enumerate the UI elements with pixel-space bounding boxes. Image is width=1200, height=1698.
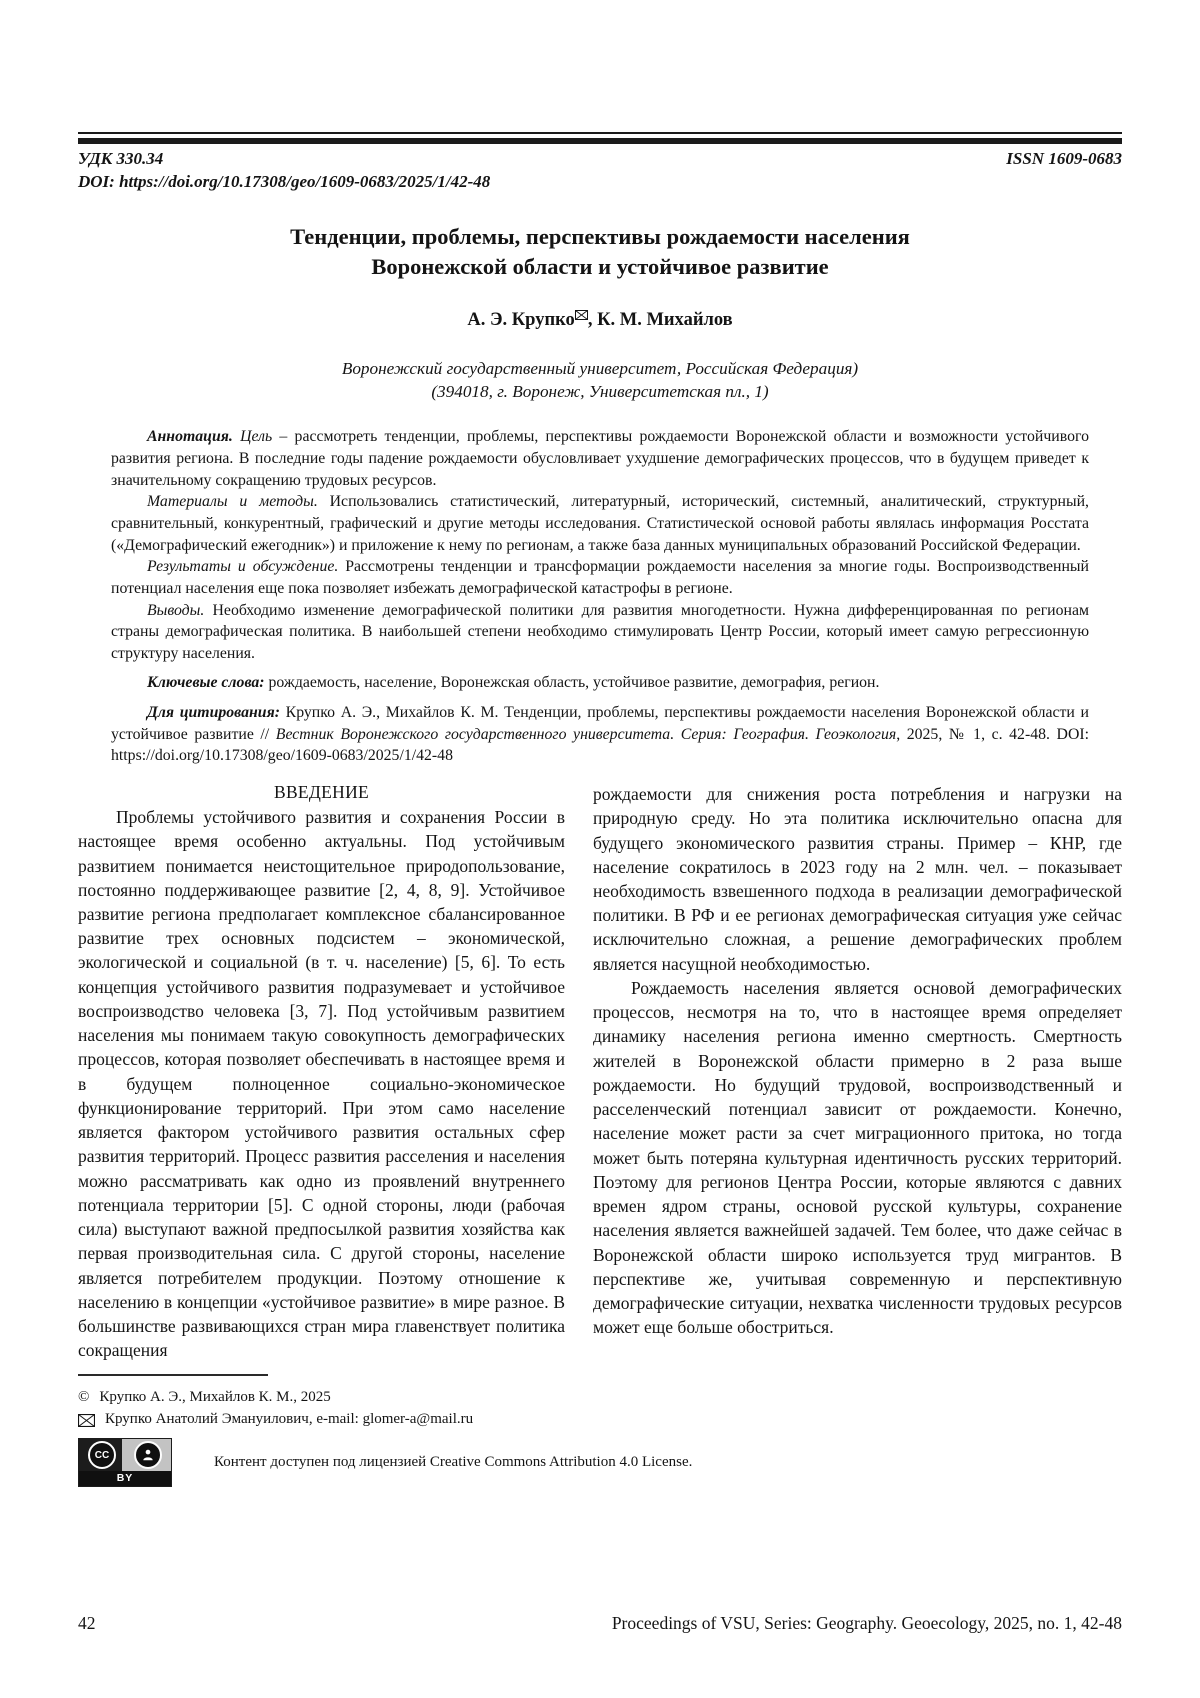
goal-label: Цель bbox=[240, 428, 273, 446]
abstract-conclusions: Выводы. Необходимо изменение демографической политики для развития многодетности. Нужна дифференцированная по регионам страны демографическая политика. В наибольшей степени необходимо стимулировать Центр России, который имеет самую регрессионную структуру населения. bbox=[111, 601, 1089, 662]
envelope-icon bbox=[78, 1411, 95, 1428]
citation-label: Для цитирования: bbox=[147, 704, 280, 722]
corresponding-author-envelope-icon bbox=[575, 307, 588, 321]
abstract-materials: Материалы и методы. Использовались статистический, литературный, исторический, системный, аналитический, структурный, сравнительный, конкурентный, графический и другие методы исследования. Статистической основой работы являлась информация Росстата («Демографический ежегодник») и приложение к нему по регионам, а также база данных муниципальных образований Российской Федерации. bbox=[111, 493, 1090, 554]
body-paragraph: Рождаемость населения является основой демографических процессов, несмотря на то, что в настоящее время определяет динамику населения региона именно смертность. Смертность жителей в Воронежской области примерно в 2 раза выше рождаемости. Но будущий трудовой, воспроизводственный и расселенческий потенциал зависит от рождаемости. Конечно, население может расти за счет миграционного притока, но тогда может быть потеряна культурная идентичность русских территорий. Поэтому для регионов Центра России, которые являются с давних времен ядром страны, основой русской культуры, сохранение населения является важнейшей задачей. Тем более, что даже сейчас в Воронежской области широко используется труд мигрантов. В перспективе же, учитывая современную и перспективную демографические ситуации, нехватка численности трудовых ресурсов может еще больше обостриться. bbox=[593, 977, 1122, 1338]
body-paragraph: Проблемы устойчивого развития и сохранения России в настоящее время особенно актуальны. Под устойчивым развитием понимается неистощительное природопользование, постоянно поддерживающее развитие [2, 4, 8, 9]. Устойчивое развитие региона предполагает комплексное сбалансированное развитие трех основных подсистем – экономической, экологической и социальной (в т. ч. население) [5, 6]. То есть концепция устойчивого развития подразумевает и устойчивое воспроизводство человека [3, 7]. Под устойчивым развитием населения мы понимаем такую совокупность демографических процессов, которая позволяет обеспечивать в настоящее время и в будущем полноценное социально-экономическое функционирование территорий. При этом само население является фактором устойчивого развития остальных сфер развития территорий. Процесс развития расселения и населения можно рассматривать как одно из проявлений внутреннего потенциала территории [5]. С одной стороны, люди (рабочая сила) выступают важной предпосылкой развития хозяйства как первая производительная сила. С другой стороны, население является потребителем продукции. Поэтому отношение к населению в концепции «устойчивое развитие» в мире разное. В большинстве развивающихся стран мира главенствует политика сокращения bbox=[78, 807, 565, 1361]
article-title bbox=[78, 222, 1122, 282]
correspondence-row bbox=[78, 1411, 1122, 1428]
article-title-line1: Тенденции, проблемы, перспективы рождаемости населения bbox=[290, 224, 910, 249]
page-footer bbox=[78, 1613, 1122, 1634]
annotation-label: Аннотация. bbox=[147, 428, 241, 446]
materials-label: Материалы и методы. bbox=[147, 493, 318, 511]
license-row bbox=[78, 1438, 1122, 1487]
affiliation bbox=[78, 357, 1122, 403]
udk-label: УДК 330.34 bbox=[78, 149, 164, 168]
journal-name: Вестник Воронежского государственного университета. Серия: География. Геоэкология bbox=[275, 725, 897, 743]
citation: Для цитирования: Крупко А. Э., Михайлов К. М. Тенденции, проблемы, перспективы рождаемости населения Воронежской области и устойчивое развитие // Вестник Воронежского государственного университета. Серия: География. Геоэкология, 2025, № 1, с. 42-48. DOI: https://doi.org/10.17308/geo/1609-0683/2025/1/42-48 bbox=[111, 704, 1090, 765]
license-text: Контент доступен под лицензией Creative Commons Attribution 4.0 License. bbox=[214, 1454, 693, 1471]
cc-by-badge bbox=[78, 1438, 172, 1487]
affiliation-line1: Воронежский государственный университет, Российская Федерация) bbox=[341, 359, 859, 378]
results-label: Результаты и обсуждение. bbox=[147, 558, 339, 576]
abstract-results: Результаты и обсуждение. Рассмотрены тенденции и трансформации рождаемости населения за многие годы. Воспроизводственный потенциал населения еще пока позволяет избежать демографической катастрофы в регионе. bbox=[111, 558, 1089, 597]
keywords-label: Ключевые слова: bbox=[147, 674, 265, 692]
copyright-icon: © bbox=[78, 1389, 90, 1406]
cc-icon: CC bbox=[88, 1441, 116, 1469]
copyright-row bbox=[78, 1389, 1122, 1406]
affiliation-line2: (394018, г. Воронеж, Университетская пл., 1) bbox=[431, 382, 769, 402]
abstract-annotation: Аннотация. Цель – рассмотреть тенденции, проблемы, перспективы рождаемости Воронежской области и возможности устойчивого развития региона. В последние годы падение рождаемости обусловливает ухудшение демографических процессов, что в будущем приведет к значительному сокращению трудовых ресурсов. bbox=[111, 428, 1089, 489]
author-name: , К. М. Михайлов bbox=[587, 310, 733, 330]
page-number: 42 bbox=[78, 1613, 96, 1633]
header-double-rule bbox=[78, 132, 1122, 144]
conclusions-label: Выводы. bbox=[147, 601, 205, 619]
right-column bbox=[593, 782, 1122, 1362]
issn-label: ISSN 1609-0683 bbox=[1006, 149, 1122, 168]
header-meta-row bbox=[78, 149, 1122, 169]
journal-footer-line: Proceedings of VSU, Series: Geography. Geoecology, 2025, no. 1, 42-48 bbox=[611, 1613, 1122, 1633]
doi-line: DOI: https://doi.org/10.17308/geo/1609-0683/2025/1/42-48 bbox=[78, 172, 491, 191]
two-column-body bbox=[78, 782, 1122, 1362]
body-paragraph: рождаемости для снижения роста потребления и нагрузки на природную среду. Но эта политика исключительно опасна для будущего экономического развития страны. Пример – КНР, где население сократилось в 2023 году на 2 млн. чел. – показывает необходимость взвешенного подхода в реализации демографической политики. В РФ и ее регионах демографическая ситуация уже сейчас исключительно сложная, а решение демографических проблем является насущной необходимостью. bbox=[593, 784, 1122, 974]
article-title-line2: Воронежской области и устойчивое развитие bbox=[371, 253, 829, 279]
authors-line bbox=[78, 307, 1122, 331]
author-name: А. Э. Крупко bbox=[467, 310, 575, 330]
abstract-block bbox=[78, 426, 1122, 767]
left-column bbox=[78, 782, 565, 1362]
person-icon bbox=[134, 1441, 162, 1469]
footnote-separator bbox=[78, 1374, 268, 1376]
introduction-heading: ВВЕДЕНИЕ bbox=[273, 782, 370, 803]
cc-badge-icons bbox=[78, 1438, 172, 1471]
correspondence-text: Крупко Анатолий Эмануилович, e-mail: glomer-a@mail.ru bbox=[105, 1411, 474, 1428]
cc-by-label: BY bbox=[78, 1471, 172, 1487]
keywords: Ключевые слова: рождаемость, население, Воронежская область, устойчивое развитие, демография, регион. bbox=[147, 674, 880, 692]
first-page-footnotes bbox=[78, 1389, 1122, 1487]
copyright-text: Крупко А. Э., Михайлов К. М., 2025 bbox=[99, 1389, 331, 1406]
